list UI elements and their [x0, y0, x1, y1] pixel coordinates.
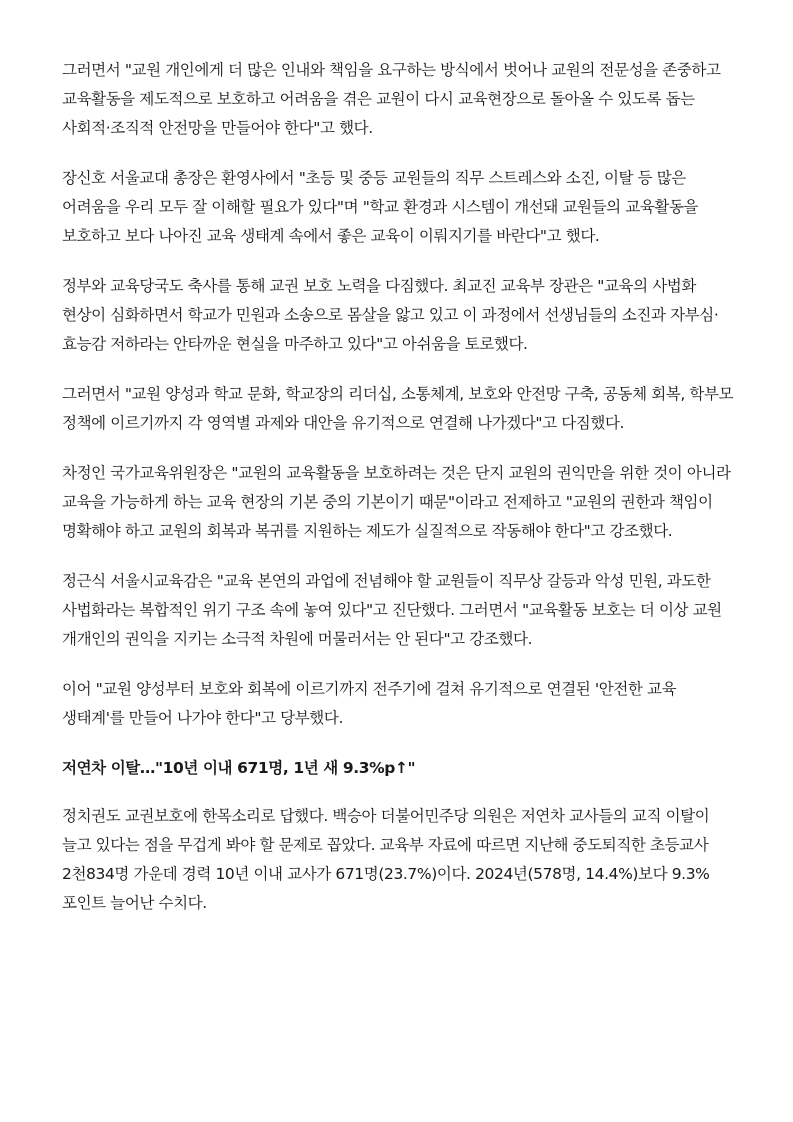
paragraph: 이어 "교원 양성부터 보호와 회복에 이르기까지 전주기에 걸쳐 유기적으로 연결된 '안전한 교육 생태계'를 만들어 나가야 한다"고 당부했다. [62, 680, 677, 727]
paragraph: 정근식 서울시교육감은 "교육 본연의 과업에 전념해야 할 교원들이 직무상 갈등과 악성 민원, 과도한 사법화라는 복합적인 위기 구조 속에 놓여 있다"고 진단했다. 그러면서 "교육활동 보호는 더 이상 교원 개개인의 권익을 지키는 소극적 차원에 머물러서는 안 된다"고 강조했다. [62, 572, 722, 648]
paragraph: 그러면서 "교원 양성과 학교 문화, 학교장의 리더십, 소통체계, 보호와 안전망 구축, 공동체 회복, 학부모 정책에 이르기까지 각 영역별 과제와 대안을 유기적으로 연결해 나가겠다"고 다짐했다. [62, 385, 734, 432]
paragraph: 정부와 교육당국도 축사를 통해 교권 보호 노력을 다짐했다. 최교진 교육부 장관은 "교육의 사법화 현상이 심화하면서 학교가 민원과 소송으로 몸살을 앓고 있고 이 과정에서 선생님들의 소진과 자부심·효능감 저하라는 안타까운 현실을 마주하고 있다"고 아쉬움을 토로했다. [62, 277, 719, 353]
paragraph: 그러면서 "교원 개인에게 더 많은 인내와 책임을 요구하는 방식에서 벗어나 교원의 전문성을 존중하고 교육활동을 제도적으로 보호하고 어려움을 겪은 교원이 다시 교육현장으로 돌아올 수 있도록 돕는 사회적·조직적 안전망을 만들어야 한다"고 했다. [62, 61, 721, 137]
paragraph: 정치권도 교권보호에 한목소리로 답했다. 백승아 더불어민주당 의원은 저연차 교사들의 교직 이탈이 늘고 있다는 점을 무겁게 봐야 할 문제로 꼽았다. 교육부 자료에 따르면 지난해 중도퇴직한 초등교사 2천834명 가운데 경력 10년 이내 교사가 671명(23.7%)이다. 2024년(578명, 14.4%)보다 9.3%포인트 늘어난 수치다. [62, 807, 710, 912]
paragraph: 장신호 서울교대 총장은 환영사에서 "초등 및 중등 교원들의 직무 스트레스와 소진, 이탈 등 많은 어려움을 우리 모두 잘 이해할 필요가 있다"며 "학교 환경과 시스템이 개선돼 교원들의 교육활동을 보호하고 보다 나아진 교육 생태계 속에서 좋은 교육이 이뤄지기를 바란다"고 했다. [62, 169, 699, 245]
section-subheading: 저연차 이탈…"10년 이내 671명, 1년 새 9.3%p↑" [62, 759, 416, 777]
article-body [62, 56, 734, 939]
paragraph: 차정인 국가교육위원장은 "교원의 교육활동을 보호하려는 것은 단지 교원의 권익만을 위한 것이 아니라 교육을 가능하게 하는 교육 현장의 기본 중의 기본이기 때문"이라고 전제하고 "교원의 권한과 책임이 명확해야 하고 교원의 회복과 복귀를 지원하는 제도가 실질적으로 작동해야 한다"고 강조했다. [62, 464, 731, 540]
